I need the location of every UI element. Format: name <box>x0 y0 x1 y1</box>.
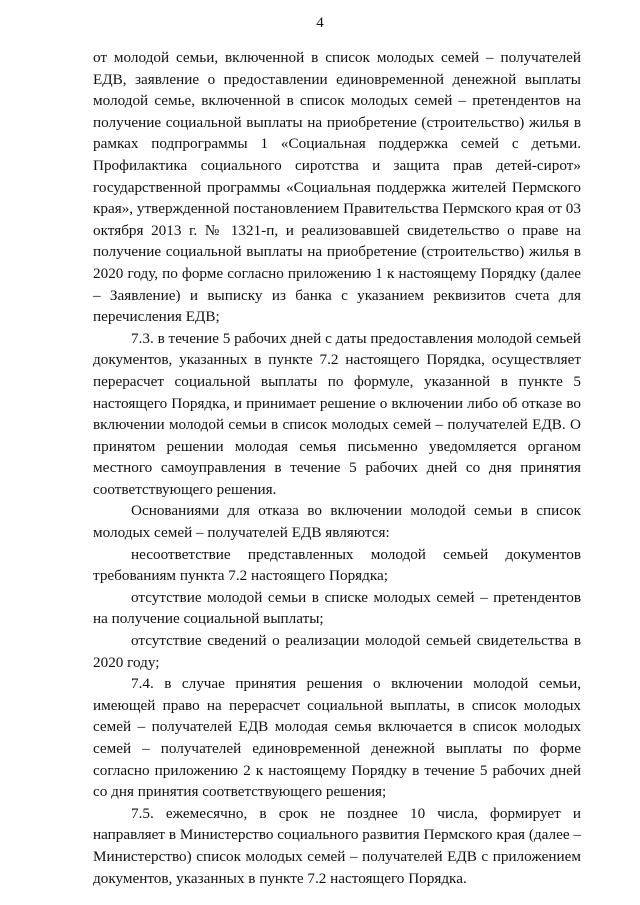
paragraph-continuation: от молодой семьи, включенной в список молодых семей – получателей ЕДВ, заявление о предоставлении единовременной денежной выплаты молодой семье, включенной в список молодых семей – претендентов на получение социальной выплаты на приобретение (строительство) жилья в рамках подпрограммы 1 «Социальная поддержка семей с детьми. Профилактика социального сиротства и защита прав детей-сирот» государственной программы «Социальная поддержка жителей Пермского края», утвержденной постановлением Правительства Пермского края от 03 октября 2013 г. № 1321-п, и реализовавшей свидетельство о праве на получение социальной выплаты на приобретение (строительство) жилья в 2020 году, по форме согласно приложению 1 к настоящему Порядку (далее – Заявление) и выписку из банка с указанием реквизитов счета для перечисления ЕДВ; <box>93 49 581 326</box>
paragraph-refusal-documents: несоответствие представленных молодой семьей документов требованиям пункта 7.2 настоящего Порядка; <box>93 545 581 585</box>
paragraph-7-3: 7.3. в течение 5 рабочих дней с даты предоставления молодой семьей документов, указанных в пункте 7.2 настоящего Порядка, осуществляет перерасчет социальной выплаты по формуле, указанной в пункте 5 настоящего Порядка, и принимает решение о включении либо об отказе во включении молодой семьи в список молодых семей – получателей ЕДВ. О принятом решении молодая семья письменно уведомляется органом местного самоуправления в течение 5 рабочих дней со дня принятия соответствующего решения. <box>93 329 581 498</box>
paragraph-refusal-no-certificate: отсутствие сведений о реализации молодой семьей свидетельства в 2020 году; <box>93 632 581 671</box>
paragraph-7-4: 7.4. в случае принятия решения о включении молодой семьи, имеющей право на перерасчет социальной выплаты, в список молодых семей – получателей ЕДВ молодая семья включается в список молодых семей – получателей единовременной денежной выплаты по форме согласно приложению 2 к настоящему Порядку в течение 5 рабочих дней со дня принятия соответствующего решения; <box>93 675 581 801</box>
paragraph-refusal-absence: отсутствие молодой семьи в списке молодых семей – претендентов на получение социальной выплаты; <box>93 588 581 628</box>
paragraph-7-5: 7.5. ежемесячно, в срок не позднее 10 числа, формирует и направляет в Министерство социального развития Пермского края (далее – Министерство) список молодых семей – получателей ЕДВ с приложением документов, указанных в пункте 7.2 настоящего Порядка. <box>93 804 581 887</box>
page-number: 4 <box>316 15 324 31</box>
paragraph-refusal-grounds: Основаниями для отказа во включении молодой семьи в список молодых семей – получателей ЕДВ являются: <box>93 502 581 542</box>
document-body <box>93 47 581 889</box>
